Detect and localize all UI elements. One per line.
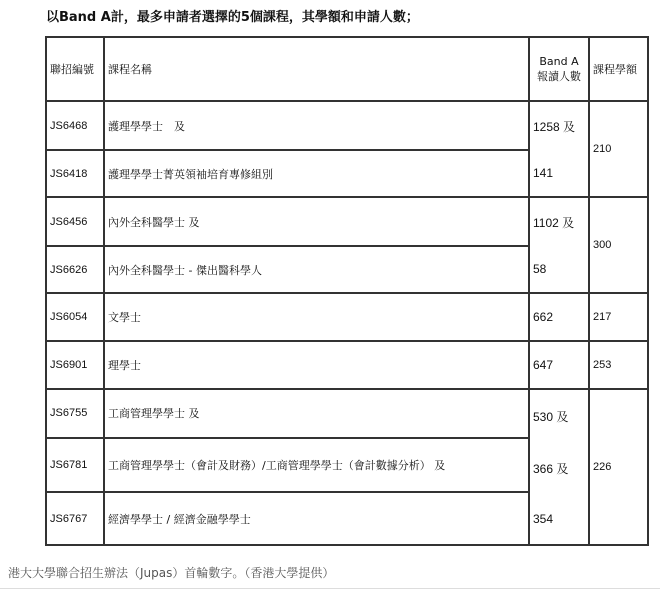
programme-code: JS6901 (46, 341, 104, 389)
programme-table (45, 36, 649, 546)
applicants-stack (530, 294, 588, 340)
programme-places: 217 (589, 293, 648, 341)
header-band-a-line2: 報讀人數 (537, 69, 581, 83)
applicants-stack (530, 102, 588, 196)
programme-code: JS6418 (46, 150, 104, 197)
band-a-applicants (529, 101, 589, 197)
programme-places: 210 (589, 101, 648, 197)
programme-code: JS6054 (46, 293, 104, 341)
header-places: 課程學額 (589, 37, 648, 101)
programme-places: 253 (589, 341, 648, 389)
programme-code: JS6781 (46, 438, 104, 493)
programme-code: JS6468 (46, 101, 104, 150)
programme-name: 內外全科醫學士 - 傑出醫科學人 (104, 246, 529, 293)
header-name: 課程名稱 (104, 37, 529, 101)
table-row (46, 101, 648, 150)
table-row (46, 293, 648, 341)
page-heading: 以Band A計，最多申請者選擇的5個課程，其學額和申請人數； (46, 10, 419, 25)
programme-code: JS6456 (46, 197, 104, 246)
programme-name: 工商管理學學士 及 (104, 389, 529, 438)
programme-name: 理學士 (104, 341, 529, 389)
programme-code: JS6767 (46, 492, 104, 545)
applicant-count: 354 (533, 512, 554, 527)
applicants-stack (530, 198, 588, 292)
table-row (46, 197, 648, 246)
applicant-count: 141 (533, 166, 554, 181)
divider (0, 588, 660, 589)
programme-name: 文學士 (104, 293, 529, 341)
header-band-a-line1: Band A (539, 54, 579, 68)
programme-places: 300 (589, 197, 648, 293)
programme-name: 經濟學學士 / 經濟金融學學士 (104, 492, 529, 545)
programme-name: 工商管理學學士（會計及財務）/工商管理學學士（會計數據分析） 及 (104, 438, 529, 493)
applicant-count: 1258 及 (533, 119, 576, 134)
programme-code: JS6755 (46, 389, 104, 438)
applicant-count: 530 及 (533, 409, 569, 424)
table-row (46, 389, 648, 438)
applicants-stack (530, 342, 588, 388)
header-code: 聯招編號 (46, 37, 104, 101)
table-header-row (46, 37, 648, 101)
header-band-a (529, 37, 589, 101)
applicants-stack (530, 390, 588, 544)
applicant-count: 58 (533, 262, 547, 277)
image-caption: 港大大學聯合招生辦法（Jupas）首輪數字。（香港大學提供） (8, 566, 335, 580)
applicant-count: 662 (533, 310, 554, 324)
applicant-count: 1102 及 (533, 215, 575, 230)
programme-code: JS6626 (46, 246, 104, 293)
programme-name: 護理學學士菁英領袖培育專修組別 (104, 150, 529, 197)
table-row (46, 341, 648, 389)
applicant-count: 366 及 (533, 461, 569, 476)
band-a-applicants (529, 293, 589, 341)
band-a-applicants (529, 341, 589, 389)
programme-name: 護理學學士 及 (104, 101, 529, 150)
programme-name: 內外全科醫學士 及 (104, 197, 529, 246)
applicant-count: 647 (533, 358, 554, 372)
band-a-applicants (529, 197, 589, 293)
programme-places: 226 (589, 389, 648, 545)
band-a-applicants (529, 389, 589, 545)
